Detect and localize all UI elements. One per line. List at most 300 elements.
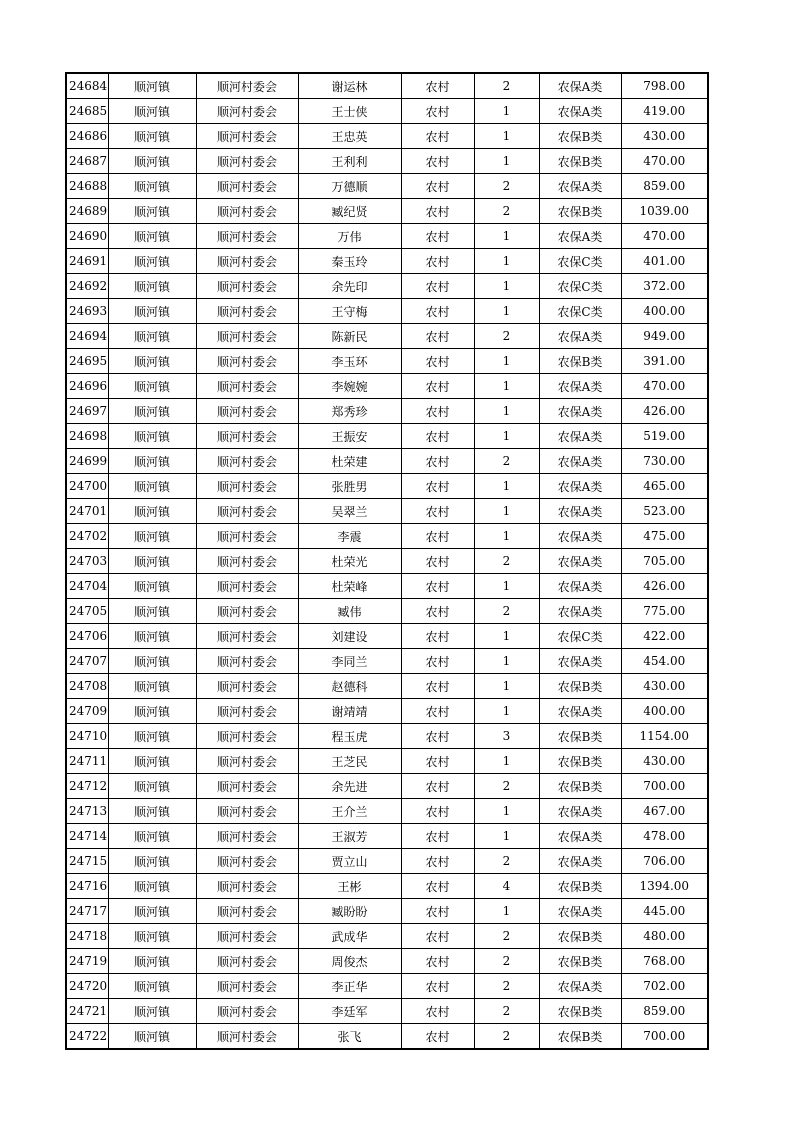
insurance-category-cell: 农保A类 xyxy=(539,849,621,874)
amount-cell: 478.00 xyxy=(621,824,708,849)
village-committee-cell: 顺河村委会 xyxy=(196,574,298,599)
person-name-cell: 吴翠兰 xyxy=(298,499,401,524)
table-row xyxy=(66,524,708,549)
insurance-category-cell: 农保C类 xyxy=(539,249,621,274)
record-id-cell: 24703 xyxy=(66,549,108,574)
amount-cell: 859.00 xyxy=(621,174,708,199)
town-cell: 顺河镇 xyxy=(108,73,196,99)
person-name-cell: 赵德科 xyxy=(298,674,401,699)
town-cell: 顺河镇 xyxy=(108,749,196,774)
amount-cell: 768.00 xyxy=(621,949,708,974)
amount-cell: 430.00 xyxy=(621,749,708,774)
table-row xyxy=(66,274,708,299)
record-id-cell: 24720 xyxy=(66,974,108,999)
village-committee-cell: 顺河村委会 xyxy=(196,949,298,974)
person-count-cell: 1 xyxy=(474,149,539,174)
person-count-cell: 1 xyxy=(474,899,539,924)
insurance-category-cell: 农保A类 xyxy=(539,73,621,99)
town-cell: 顺河镇 xyxy=(108,574,196,599)
record-id-cell: 24685 xyxy=(66,99,108,124)
person-name-cell: 余先印 xyxy=(298,274,401,299)
residence-type-cell: 农村 xyxy=(401,99,474,124)
insurance-category-cell: 农保B类 xyxy=(539,349,621,374)
insurance-category-cell: 农保B类 xyxy=(539,999,621,1024)
town-cell: 顺河镇 xyxy=(108,974,196,999)
person-count-cell: 1 xyxy=(474,524,539,549)
village-committee-cell: 顺河村委会 xyxy=(196,374,298,399)
village-committee-cell: 顺河村委会 xyxy=(196,599,298,624)
record-id-cell: 24701 xyxy=(66,499,108,524)
residence-type-cell: 农村 xyxy=(401,349,474,374)
record-id-cell: 24715 xyxy=(66,849,108,874)
table-row xyxy=(66,474,708,499)
record-id-cell: 24704 xyxy=(66,574,108,599)
town-cell: 顺河镇 xyxy=(108,699,196,724)
village-committee-cell: 顺河村委会 xyxy=(196,999,298,1024)
town-cell: 顺河镇 xyxy=(108,824,196,849)
person-name-cell: 李玉环 xyxy=(298,349,401,374)
village-committee-cell: 顺河村委会 xyxy=(196,524,298,549)
person-name-cell: 臧纪贤 xyxy=(298,199,401,224)
residence-type-cell: 农村 xyxy=(401,549,474,574)
residence-type-cell: 农村 xyxy=(401,774,474,799)
records-table xyxy=(65,72,709,1050)
record-id-cell: 24699 xyxy=(66,449,108,474)
insurance-category-cell: 农保A类 xyxy=(539,799,621,824)
insurance-category-cell: 农保C类 xyxy=(539,624,621,649)
person-name-cell: 李同兰 xyxy=(298,649,401,674)
person-name-cell: 王振安 xyxy=(298,424,401,449)
insurance-category-cell: 农保A类 xyxy=(539,974,621,999)
town-cell: 顺河镇 xyxy=(108,324,196,349)
person-name-cell: 万德顺 xyxy=(298,174,401,199)
record-id-cell: 24717 xyxy=(66,899,108,924)
person-count-cell: 1 xyxy=(474,649,539,674)
town-cell: 顺河镇 xyxy=(108,174,196,199)
person-count-cell: 2 xyxy=(474,199,539,224)
insurance-category-cell: 农保A类 xyxy=(539,549,621,574)
person-count-cell: 2 xyxy=(474,1024,539,1050)
town-cell: 顺河镇 xyxy=(108,774,196,799)
person-count-cell: 4 xyxy=(474,874,539,899)
insurance-category-cell: 农保B类 xyxy=(539,949,621,974)
table-row xyxy=(66,199,708,224)
residence-type-cell: 农村 xyxy=(401,674,474,699)
amount-cell: 475.00 xyxy=(621,524,708,549)
person-count-cell: 1 xyxy=(474,374,539,399)
person-name-cell: 王守梅 xyxy=(298,299,401,324)
residence-type-cell: 农村 xyxy=(401,949,474,974)
insurance-category-cell: 农保B类 xyxy=(539,924,621,949)
person-name-cell: 王淑芳 xyxy=(298,824,401,849)
insurance-category-cell: 农保A类 xyxy=(539,699,621,724)
amount-cell: 949.00 xyxy=(621,324,708,349)
person-count-cell: 1 xyxy=(474,349,539,374)
table-row xyxy=(66,774,708,799)
record-id-cell: 24711 xyxy=(66,749,108,774)
record-id-cell: 24721 xyxy=(66,999,108,1024)
person-count-cell: 2 xyxy=(474,174,539,199)
village-committee-cell: 顺河村委会 xyxy=(196,174,298,199)
person-name-cell: 陈新民 xyxy=(298,324,401,349)
table-row xyxy=(66,974,708,999)
insurance-category-cell: 农保A类 xyxy=(539,824,621,849)
village-committee-cell: 顺河村委会 xyxy=(196,249,298,274)
amount-cell: 426.00 xyxy=(621,399,708,424)
residence-type-cell: 农村 xyxy=(401,999,474,1024)
village-committee-cell: 顺河村委会 xyxy=(196,349,298,374)
record-id-cell: 24693 xyxy=(66,299,108,324)
record-id-cell: 24706 xyxy=(66,624,108,649)
person-count-cell: 1 xyxy=(474,99,539,124)
town-cell: 顺河镇 xyxy=(108,424,196,449)
person-count-cell: 2 xyxy=(474,324,539,349)
town-cell: 顺河镇 xyxy=(108,249,196,274)
person-name-cell: 李震 xyxy=(298,524,401,549)
village-committee-cell: 顺河村委会 xyxy=(196,624,298,649)
amount-cell: 422.00 xyxy=(621,624,708,649)
residence-type-cell: 农村 xyxy=(401,699,474,724)
village-committee-cell: 顺河村委会 xyxy=(196,449,298,474)
table-row xyxy=(66,749,708,774)
village-committee-cell: 顺河村委会 xyxy=(196,799,298,824)
table-body xyxy=(66,73,708,1049)
person-count-cell: 1 xyxy=(474,749,539,774)
amount-cell: 480.00 xyxy=(621,924,708,949)
person-name-cell: 杜荣峰 xyxy=(298,574,401,599)
town-cell: 顺河镇 xyxy=(108,874,196,899)
person-name-cell: 秦玉玲 xyxy=(298,249,401,274)
insurance-category-cell: 农保B类 xyxy=(539,724,621,749)
residence-type-cell: 农村 xyxy=(401,624,474,649)
residence-type-cell: 农村 xyxy=(401,299,474,324)
village-committee-cell: 顺河村委会 xyxy=(196,274,298,299)
table-row xyxy=(66,824,708,849)
residence-type-cell: 农村 xyxy=(401,149,474,174)
amount-cell: 1394.00 xyxy=(621,874,708,899)
table-row xyxy=(66,624,708,649)
residence-type-cell: 农村 xyxy=(401,524,474,549)
insurance-category-cell: 农保B类 xyxy=(539,149,621,174)
amount-cell: 523.00 xyxy=(621,499,708,524)
record-id-cell: 24707 xyxy=(66,649,108,674)
person-name-cell: 贾立山 xyxy=(298,849,401,874)
residence-type-cell: 农村 xyxy=(401,73,474,99)
amount-cell: 775.00 xyxy=(621,599,708,624)
insurance-category-cell: 农保A类 xyxy=(539,374,621,399)
insurance-category-cell: 农保A类 xyxy=(539,474,621,499)
residence-type-cell: 农村 xyxy=(401,249,474,274)
insurance-category-cell: 农保B类 xyxy=(539,1024,621,1050)
residence-type-cell: 农村 xyxy=(401,174,474,199)
residence-type-cell: 农村 xyxy=(401,799,474,824)
residence-type-cell: 农村 xyxy=(401,649,474,674)
table-row xyxy=(66,99,708,124)
residence-type-cell: 农村 xyxy=(401,724,474,749)
village-committee-cell: 顺河村委会 xyxy=(196,649,298,674)
record-id-cell: 24694 xyxy=(66,324,108,349)
insurance-category-cell: 农保A类 xyxy=(539,899,621,924)
town-cell: 顺河镇 xyxy=(108,374,196,399)
amount-cell: 470.00 xyxy=(621,374,708,399)
town-cell: 顺河镇 xyxy=(108,674,196,699)
insurance-category-cell: 农保A类 xyxy=(539,224,621,249)
village-committee-cell: 顺河村委会 xyxy=(196,749,298,774)
person-name-cell: 谢运林 xyxy=(298,73,401,99)
person-name-cell: 万伟 xyxy=(298,224,401,249)
person-count-cell: 1 xyxy=(474,124,539,149)
table-row xyxy=(66,899,708,924)
amount-cell: 798.00 xyxy=(621,73,708,99)
person-count-cell: 1 xyxy=(474,824,539,849)
amount-cell: 454.00 xyxy=(621,649,708,674)
residence-type-cell: 农村 xyxy=(401,274,474,299)
person-count-cell: 1 xyxy=(474,299,539,324)
village-committee-cell: 顺河村委会 xyxy=(196,199,298,224)
town-cell: 顺河镇 xyxy=(108,449,196,474)
table-row xyxy=(66,374,708,399)
amount-cell: 401.00 xyxy=(621,249,708,274)
person-name-cell: 周俊杰 xyxy=(298,949,401,974)
record-id-cell: 24708 xyxy=(66,674,108,699)
table-row xyxy=(66,424,708,449)
record-id-cell: 24702 xyxy=(66,524,108,549)
residence-type-cell: 农村 xyxy=(401,449,474,474)
village-committee-cell: 顺河村委会 xyxy=(196,724,298,749)
person-count-cell: 1 xyxy=(474,224,539,249)
person-name-cell: 张飞 xyxy=(298,1024,401,1050)
table-row xyxy=(66,649,708,674)
table-row xyxy=(66,674,708,699)
town-cell: 顺河镇 xyxy=(108,399,196,424)
town-cell: 顺河镇 xyxy=(108,274,196,299)
person-name-cell: 程玉虎 xyxy=(298,724,401,749)
person-count-cell: 2 xyxy=(474,924,539,949)
amount-cell: 467.00 xyxy=(621,799,708,824)
record-id-cell: 24686 xyxy=(66,124,108,149)
village-committee-cell: 顺河村委会 xyxy=(196,674,298,699)
table-row xyxy=(66,249,708,274)
residence-type-cell: 农村 xyxy=(401,474,474,499)
person-count-cell: 1 xyxy=(474,799,539,824)
record-id-cell: 24705 xyxy=(66,599,108,624)
person-name-cell: 王士侠 xyxy=(298,99,401,124)
insurance-category-cell: 农保A类 xyxy=(539,99,621,124)
person-count-cell: 3 xyxy=(474,724,539,749)
amount-cell: 419.00 xyxy=(621,99,708,124)
village-committee-cell: 顺河村委会 xyxy=(196,399,298,424)
person-name-cell: 王介兰 xyxy=(298,799,401,824)
person-name-cell: 王彬 xyxy=(298,874,401,899)
record-id-cell: 24700 xyxy=(66,474,108,499)
residence-type-cell: 农村 xyxy=(401,574,474,599)
person-count-cell: 1 xyxy=(474,699,539,724)
town-cell: 顺河镇 xyxy=(108,299,196,324)
village-committee-cell: 顺河村委会 xyxy=(196,974,298,999)
person-count-cell: 2 xyxy=(474,949,539,974)
person-name-cell: 臧盼盼 xyxy=(298,899,401,924)
village-committee-cell: 顺河村委会 xyxy=(196,849,298,874)
record-id-cell: 24698 xyxy=(66,424,108,449)
person-count-cell: 1 xyxy=(474,249,539,274)
record-id-cell: 24718 xyxy=(66,924,108,949)
residence-type-cell: 农村 xyxy=(401,199,474,224)
insurance-category-cell: 农保B类 xyxy=(539,774,621,799)
amount-cell: 702.00 xyxy=(621,974,708,999)
amount-cell: 426.00 xyxy=(621,574,708,599)
person-name-cell: 王利利 xyxy=(298,149,401,174)
village-committee-cell: 顺河村委会 xyxy=(196,699,298,724)
town-cell: 顺河镇 xyxy=(108,199,196,224)
village-committee-cell: 顺河村委会 xyxy=(196,774,298,799)
amount-cell: 430.00 xyxy=(621,124,708,149)
record-id-cell: 24697 xyxy=(66,399,108,424)
village-committee-cell: 顺河村委会 xyxy=(196,424,298,449)
table-row xyxy=(66,399,708,424)
town-cell: 顺河镇 xyxy=(108,549,196,574)
amount-cell: 445.00 xyxy=(621,899,708,924)
insurance-category-cell: 农保B类 xyxy=(539,199,621,224)
table-row xyxy=(66,849,708,874)
amount-cell: 391.00 xyxy=(621,349,708,374)
town-cell: 顺河镇 xyxy=(108,949,196,974)
residence-type-cell: 农村 xyxy=(401,324,474,349)
person-name-cell: 杜荣建 xyxy=(298,449,401,474)
residence-type-cell: 农村 xyxy=(401,499,474,524)
amount-cell: 700.00 xyxy=(621,1024,708,1050)
insurance-category-cell: 农保B类 xyxy=(539,749,621,774)
village-committee-cell: 顺河村委会 xyxy=(196,73,298,99)
record-id-cell: 24714 xyxy=(66,824,108,849)
town-cell: 顺河镇 xyxy=(108,1024,196,1050)
residence-type-cell: 农村 xyxy=(401,599,474,624)
table-row xyxy=(66,549,708,574)
table-row xyxy=(66,949,708,974)
person-count-cell: 2 xyxy=(474,73,539,99)
record-id-cell: 24710 xyxy=(66,724,108,749)
village-committee-cell: 顺河村委会 xyxy=(196,124,298,149)
amount-cell: 859.00 xyxy=(621,999,708,1024)
table-row xyxy=(66,224,708,249)
person-count-cell: 1 xyxy=(474,424,539,449)
town-cell: 顺河镇 xyxy=(108,124,196,149)
village-committee-cell: 顺河村委会 xyxy=(196,824,298,849)
town-cell: 顺河镇 xyxy=(108,524,196,549)
residence-type-cell: 农村 xyxy=(401,399,474,424)
person-name-cell: 李正华 xyxy=(298,974,401,999)
record-id-cell: 24712 xyxy=(66,774,108,799)
residence-type-cell: 农村 xyxy=(401,974,474,999)
amount-cell: 730.00 xyxy=(621,449,708,474)
person-name-cell: 杜荣光 xyxy=(298,549,401,574)
town-cell: 顺河镇 xyxy=(108,924,196,949)
residence-type-cell: 农村 xyxy=(401,849,474,874)
insurance-category-cell: 农保A类 xyxy=(539,424,621,449)
town-cell: 顺河镇 xyxy=(108,349,196,374)
person-count-cell: 1 xyxy=(474,624,539,649)
table-row xyxy=(66,799,708,824)
amount-cell: 430.00 xyxy=(621,674,708,699)
table-row xyxy=(66,149,708,174)
residence-type-cell: 农村 xyxy=(401,749,474,774)
town-cell: 顺河镇 xyxy=(108,499,196,524)
record-id-cell: 24713 xyxy=(66,799,108,824)
insurance-category-cell: 农保A类 xyxy=(539,499,621,524)
insurance-category-cell: 农保B类 xyxy=(539,874,621,899)
village-committee-cell: 顺河村委会 xyxy=(196,874,298,899)
table-row xyxy=(66,924,708,949)
insurance-category-cell: 农保A类 xyxy=(539,524,621,549)
village-committee-cell: 顺河村委会 xyxy=(196,549,298,574)
insurance-category-cell: 农保C类 xyxy=(539,274,621,299)
insurance-category-cell: 农保A类 xyxy=(539,324,621,349)
person-name-cell: 刘建设 xyxy=(298,624,401,649)
table-row xyxy=(66,874,708,899)
table-row xyxy=(66,699,708,724)
village-committee-cell: 顺河村委会 xyxy=(196,224,298,249)
village-committee-cell: 顺河村委会 xyxy=(196,299,298,324)
residence-type-cell: 农村 xyxy=(401,924,474,949)
table-row xyxy=(66,1024,708,1050)
insurance-category-cell: 农保A类 xyxy=(539,399,621,424)
residence-type-cell: 农村 xyxy=(401,824,474,849)
amount-cell: 700.00 xyxy=(621,774,708,799)
insurance-category-cell: 农保A类 xyxy=(539,574,621,599)
person-name-cell: 王芝民 xyxy=(298,749,401,774)
table-row xyxy=(66,324,708,349)
person-count-cell: 1 xyxy=(474,674,539,699)
amount-cell: 400.00 xyxy=(621,299,708,324)
insurance-category-cell: 农保A类 xyxy=(539,449,621,474)
record-id-cell: 24688 xyxy=(66,174,108,199)
person-name-cell: 余先进 xyxy=(298,774,401,799)
table-row xyxy=(66,574,708,599)
amount-cell: 470.00 xyxy=(621,224,708,249)
residence-type-cell: 农村 xyxy=(401,899,474,924)
town-cell: 顺河镇 xyxy=(108,999,196,1024)
person-name-cell: 李廷军 xyxy=(298,999,401,1024)
record-id-cell: 24689 xyxy=(66,199,108,224)
table-row xyxy=(66,449,708,474)
amount-cell: 465.00 xyxy=(621,474,708,499)
amount-cell: 1039.00 xyxy=(621,199,708,224)
village-committee-cell: 顺河村委会 xyxy=(196,899,298,924)
person-name-cell: 武成华 xyxy=(298,924,401,949)
village-committee-cell: 顺河村委会 xyxy=(196,474,298,499)
amount-cell: 400.00 xyxy=(621,699,708,724)
person-count-cell: 2 xyxy=(474,974,539,999)
person-count-cell: 1 xyxy=(474,399,539,424)
table-row xyxy=(66,299,708,324)
table-row xyxy=(66,599,708,624)
amount-cell: 372.00 xyxy=(621,274,708,299)
amount-cell: 706.00 xyxy=(621,849,708,874)
amount-cell: 705.00 xyxy=(621,549,708,574)
person-name-cell: 郑秀珍 xyxy=(298,399,401,424)
table-row xyxy=(66,174,708,199)
person-count-cell: 2 xyxy=(474,449,539,474)
insurance-category-cell: 农保C类 xyxy=(539,299,621,324)
record-id-cell: 24709 xyxy=(66,699,108,724)
person-name-cell: 臧伟 xyxy=(298,599,401,624)
person-count-cell: 2 xyxy=(474,549,539,574)
person-count-cell: 1 xyxy=(474,574,539,599)
town-cell: 顺河镇 xyxy=(108,474,196,499)
table-row xyxy=(66,124,708,149)
town-cell: 顺河镇 xyxy=(108,224,196,249)
village-committee-cell: 顺河村委会 xyxy=(196,99,298,124)
insurance-category-cell: 农保A类 xyxy=(539,649,621,674)
